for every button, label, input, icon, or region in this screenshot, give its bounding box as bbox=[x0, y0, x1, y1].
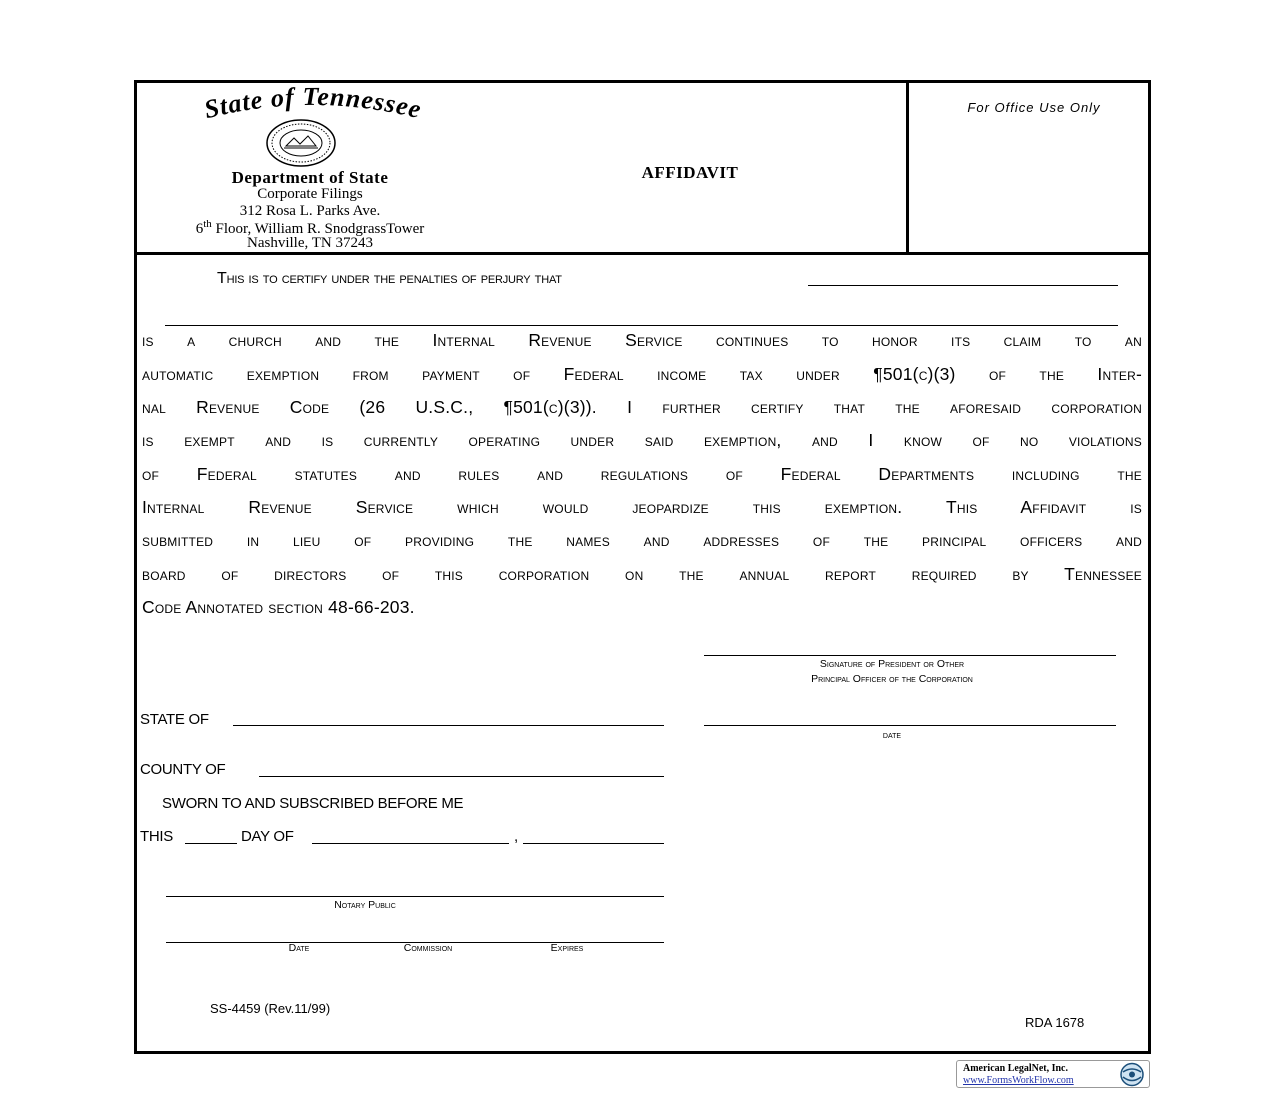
paragraph-line-5: of Federal statutes and rules and regulations of Federal Departments including the bbox=[142, 464, 1142, 484]
paragraph-line-2: automatic exemption from payment of Federal income tax under ¶501(c)(3) of the Inter- bbox=[142, 364, 1142, 384]
month-field[interactable] bbox=[312, 843, 509, 844]
year-field[interactable] bbox=[523, 843, 664, 844]
corporation-name-line-1[interactable] bbox=[808, 285, 1118, 286]
address-line-1: 312 Rosa L. Parks Ave. bbox=[239, 203, 381, 219]
floor-number: 6 bbox=[195, 221, 204, 237]
state-of-field[interactable] bbox=[233, 725, 664, 726]
signature-label-1: Signature of President or Other bbox=[819, 658, 965, 670]
this-label: THIS bbox=[140, 828, 173, 845]
badge-company: American LegalNet, Inc. bbox=[963, 1063, 1068, 1074]
state-title-text: State of Tennessee bbox=[201, 86, 425, 125]
notary-public-label: Notary Public bbox=[334, 899, 396, 911]
floor-building: Floor, William R. SnodgrassTower bbox=[211, 221, 425, 237]
notary-signature-line[interactable] bbox=[166, 896, 664, 897]
expires-label: Expires bbox=[550, 942, 584, 954]
commission-date-label: Date bbox=[288, 942, 310, 954]
rda-number: RDA 1678 bbox=[1025, 1015, 1085, 1030]
paragraph-line-4: is exempt and is currently operating under said exemption, and I know of no violations bbox=[142, 430, 1142, 450]
county-of-label: COUNTY OF bbox=[140, 761, 226, 778]
american-legalnet-badge[interactable] bbox=[956, 1060, 1150, 1088]
badge-url[interactable]: www.FormsWorkFlow.com bbox=[963, 1075, 1074, 1086]
department-name: Department of State bbox=[231, 168, 389, 187]
paragraph-line-6: Internal Revenue Service which would jeopardize this exemption. This Affidavit is bbox=[142, 497, 1142, 517]
certify-intro: This is to certify under the penalties of perjury that bbox=[217, 270, 562, 287]
date-comma: , bbox=[514, 828, 518, 845]
signature-label-2: Principal Officer of the Corporation bbox=[811, 673, 973, 685]
header-divider bbox=[134, 252, 1148, 255]
office-use-label: For Office Use Only bbox=[967, 100, 1101, 115]
day-field[interactable] bbox=[185, 843, 237, 844]
signature-line[interactable] bbox=[704, 655, 1116, 656]
commission-label: Commission bbox=[403, 942, 453, 954]
globe-icon bbox=[1117, 1062, 1147, 1087]
paragraph-line-9: Code Annotated section 48-66-203. bbox=[142, 597, 415, 617]
signature-date-label: date bbox=[882, 729, 902, 741]
floor-superscript: th bbox=[203, 218, 212, 230]
form-number: SS-4459 (Rev.11/99) bbox=[210, 1001, 331, 1016]
day-of-label: DAY OF bbox=[241, 828, 294, 845]
tennessee-seal-icon bbox=[264, 118, 338, 168]
paragraph-line-3: nal Revenue Code (26 U.S.C., ¶501(c)(3)). I further certify that the aforesaid corporation bbox=[142, 397, 1142, 417]
sworn-statement: SWORN TO AND SUBSCRIBED BEFORE ME bbox=[162, 795, 464, 812]
office-use-divider bbox=[906, 80, 909, 254]
paragraph-line-1: is a church and the Internal Revenue Service continues to honor its claim to an bbox=[142, 330, 1142, 350]
form-title: AFFIDAVIT bbox=[641, 163, 739, 182]
state-of-label: STATE OF bbox=[140, 711, 209, 728]
signature-date-line[interactable] bbox=[704, 725, 1116, 726]
corporation-name-line-2[interactable] bbox=[165, 325, 1118, 326]
division-name: Corporate Filings bbox=[257, 186, 363, 202]
paragraph-line-8: board of directors of this corporation on the annual report required by Tennessee bbox=[142, 564, 1142, 584]
city-line: Nashville, TN 37243 bbox=[247, 235, 373, 251]
county-of-field[interactable] bbox=[259, 776, 664, 777]
paragraph-line-7: submitted in lieu of providing the names and addresses of the principal officers and bbox=[142, 530, 1142, 550]
